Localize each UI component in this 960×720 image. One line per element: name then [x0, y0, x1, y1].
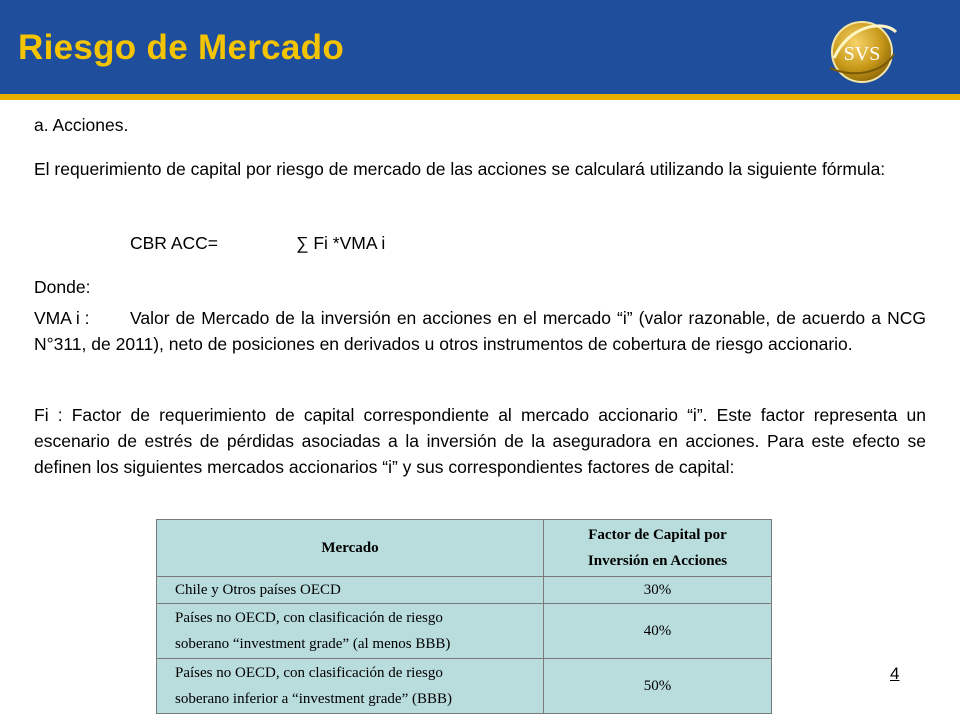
intro-paragraph: El requerimiento de capital por riesgo de mercado de las acciones se calculará utilizando la siguiente fórmula:: [34, 159, 886, 179]
header-factor-line1: Factor de Capital por: [588, 527, 727, 543]
vma-definition: [34, 305, 926, 357]
factor-cell: 30%: [544, 577, 772, 604]
table-row: [157, 577, 772, 604]
market-cell: [157, 604, 544, 659]
capital-factors-table: [156, 519, 772, 714]
logo-text: SVS: [843, 43, 881, 65]
market-line1: Países no OECD, con clasificación de riesgo: [175, 610, 443, 626]
formula-lhs: CBR ACC=: [130, 233, 219, 253]
accent-bar: [0, 94, 960, 100]
header-mercado: Mercado: [157, 520, 544, 577]
table-header-row: [157, 520, 772, 577]
fi-definition: Fi : Factor de requerimiento de capital correspondiente al mercado accionario “i”. Este factor representa un escenario de estrés de pérdidas asociadas a la inversión de la aseguradora en acciones. Para este efecto se definen los siguientes mercados accionarios “i” y sus correspondientes factores de capital:: [34, 405, 926, 477]
slide-title: Riesgo de Mercado: [18, 28, 345, 67]
market-line2: soberano inferior a “investment grade” (BBB): [175, 691, 452, 707]
formula-rhs: ∑ Fi *VMA i: [296, 233, 386, 253]
factor-cell: 40%: [544, 604, 772, 659]
factor-cell: 50%: [544, 659, 772, 714]
vma-term: VMA i :: [34, 308, 90, 328]
market-cell: [157, 659, 544, 714]
section-heading: a. Acciones.: [34, 115, 129, 135]
table-row: [157, 604, 772, 659]
market-cell: Chile y Otros países OECD: [157, 577, 544, 604]
vma-text: Valor de Mercado de la inversión en acciones en el mercado “i” (valor razonable, de acuerdo a NCG N°311, de 2011), neto de posiciones en derivados u otros instrumentos de cobertura de riesgo accionario.: [34, 308, 926, 354]
page-number: 4: [890, 664, 900, 683]
header-factor: [544, 520, 772, 577]
header-factor-line2: Inversión en Acciones: [587, 553, 728, 569]
market-line2: soberano “investment grade” (al menos BBB): [175, 636, 451, 652]
svs-logo: [822, 14, 902, 88]
formula: [130, 230, 385, 256]
header-bar: [0, 0, 960, 94]
market-line1: Países no OECD, con clasificación de riesgo: [175, 665, 443, 681]
donde-label: Donde:: [34, 277, 91, 297]
table-row: [157, 659, 772, 714]
